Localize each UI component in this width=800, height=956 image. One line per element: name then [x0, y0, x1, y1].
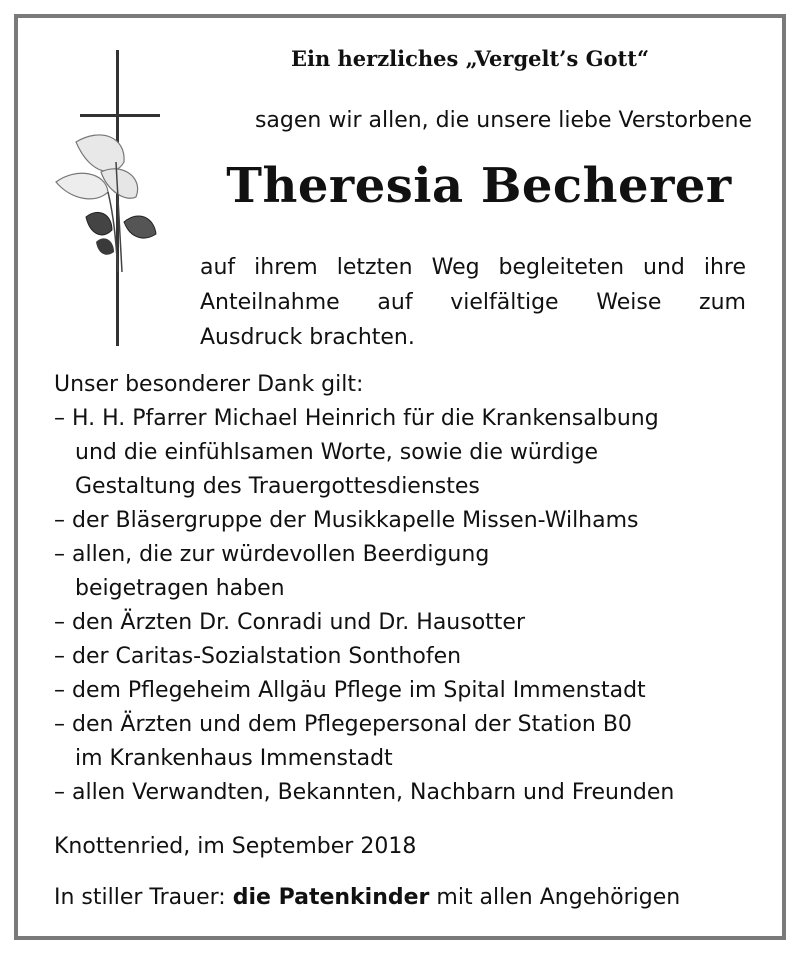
- heading: Ein herzliches „Vergelt’s Gott“: [290, 46, 650, 71]
- closing-line: [54, 885, 754, 910]
- thanks-lead: Unser besonderer Dank gilt:: [54, 372, 364, 397]
- thanks-item: – H. H. Pfarrer Michael Heinrich für die Krankensalbung: [54, 406, 659, 431]
- thanks-item: – allen Verwandten, Bekannten, Nachbarn und Freunden: [54, 780, 675, 805]
- paragraph-word: Anteilnahme: [200, 290, 340, 315]
- paragraph-word: auf: [377, 290, 413, 315]
- thanks-item: – dem Pflegeheim Allgäu Pflege im Spital Immenstadt: [54, 678, 646, 703]
- closing-suffix: mit allen Angehörigen: [429, 885, 681, 910]
- paragraph-line: Ausdruck brachten.: [200, 325, 415, 350]
- thanks-item-continuation: und die einfühlsamen Worte, sowie die würdige: [75, 440, 599, 465]
- thanks-item: – den Ärzten und dem Pflegepersonal der Station B0: [54, 712, 632, 737]
- thanks-paragraph: [200, 250, 746, 355]
- thanks-item: – allen, die zur würdevollen Beerdigung: [54, 542, 490, 567]
- thanks-items: [54, 402, 774, 810]
- paragraph-word: Weise: [596, 290, 662, 315]
- paragraph-word: Weg: [431, 255, 480, 280]
- thanks-item: – der Bläsergruppe der Musikkapelle Missen-Wilhams: [54, 508, 639, 533]
- closing-prefix: In stiller Trauer:: [54, 885, 233, 910]
- paragraph-word: begleiteten: [498, 255, 625, 280]
- thanks-item-continuation: im Krankenhaus Immenstadt: [75, 746, 393, 771]
- thanks-list: [54, 368, 774, 810]
- paragraph-word: ihrem: [254, 255, 318, 280]
- deceased-name: Theresia Becherer: [226, 158, 732, 214]
- intro-text: sagen wir allen, die unsere liebe Verstorbene: [254, 108, 752, 133]
- thanks-item-continuation: beigetragen haben: [75, 576, 285, 601]
- paragraph-line: [200, 250, 746, 285]
- paragraph-word: vielfältige: [450, 290, 559, 315]
- paragraph-word: auf: [200, 255, 236, 280]
- paragraph-word: ihre: [703, 255, 746, 280]
- thanks-item: – der Caritas-Sozialstation Sonthofen: [54, 644, 462, 669]
- paragraph-word: und: [643, 255, 685, 280]
- calla-lily-icon: [46, 122, 166, 282]
- paragraph-word: zum: [699, 290, 746, 315]
- thanks-item: – den Ärzten Dr. Conradi und Dr. Hausotter: [54, 610, 526, 635]
- paragraph-line: [200, 285, 746, 320]
- closing-bold: die Patenkinder: [232, 885, 430, 910]
- paragraph-word: letzten: [336, 255, 413, 280]
- place-date: Knottenried, im September 2018: [54, 834, 417, 859]
- thanks-item-continuation: Gestaltung des Trauergottesdienstes: [75, 474, 480, 499]
- cross-icon-bar: [80, 114, 160, 117]
